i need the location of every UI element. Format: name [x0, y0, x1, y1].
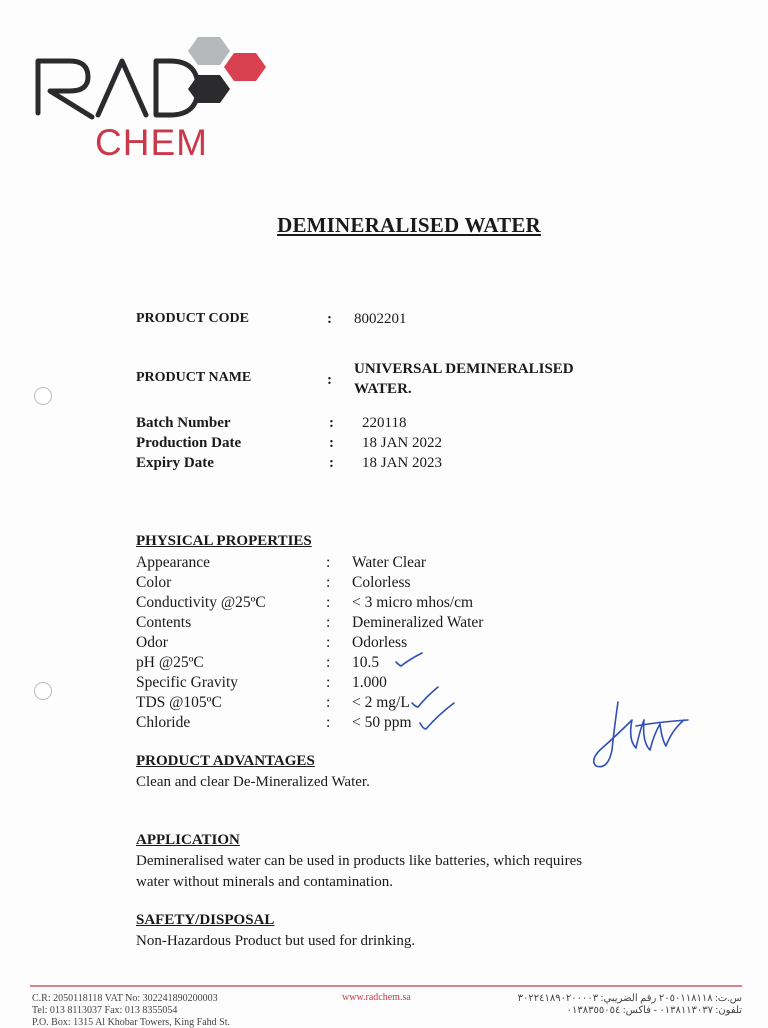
property-value: Odorless — [352, 634, 408, 651]
property-value: 1.000 — [352, 674, 387, 691]
colon: : — [326, 714, 331, 731]
hexagon-gray — [188, 37, 230, 65]
footer-cr-vat: C.R: 2050118118 VAT No: 302241890200003 — [32, 993, 218, 1004]
product-name-value-line1: UNIVERSAL DEMINERALISED — [354, 361, 574, 377]
colon: : — [327, 372, 332, 388]
footer-website-link[interactable]: www.radchem.sa — [342, 992, 411, 1003]
colon: : — [326, 614, 331, 631]
expiry-date-value: 18 JAN 2023 — [362, 455, 443, 471]
property-value: < 3 micro mhos/cm — [352, 594, 474, 611]
signature — [588, 690, 698, 775]
colon: : — [326, 554, 331, 571]
product-name-value-line2: WATER. — [354, 381, 412, 397]
footer-pobox: P.O. Box: 1315 Al Khobar Towers, King Fahd St. — [32, 1017, 231, 1028]
colon: : — [329, 435, 334, 451]
property-label: Conductivity @25ºC — [136, 594, 266, 611]
colon: : — [326, 674, 331, 691]
property-value: Water Clear — [352, 554, 427, 571]
footer-tel-fax: Tel: 013 8113037 Fax: 013 8355054 — [32, 1005, 178, 1016]
property-value: 10.5 — [352, 654, 380, 671]
product-name-label: PRODUCT NAME — [136, 370, 252, 385]
expiry-date-label: Expiry Date — [136, 455, 214, 471]
footer-divider — [30, 985, 742, 987]
colon: : — [329, 455, 334, 471]
colon: : — [329, 415, 334, 431]
colon: : — [326, 654, 331, 671]
page-title: DEMINERALISED WATER — [277, 213, 541, 237]
product-advantages-text: Clean and clear De-Mineralized Water. — [136, 774, 370, 790]
colon: : — [327, 311, 332, 327]
footer-arabic-line2: تلفون: ٠١٣٨١١٣٠٣٧ - فاكس: ٠١٣٨٣٥٥٠٥٤ — [566, 1005, 742, 1016]
property-label: pH @25ºC — [136, 654, 204, 671]
safety-disposal-text: Non-Hazardous Product but used for drinking. — [136, 933, 416, 949]
handwritten-check-marks — [390, 645, 470, 735]
property-value: Colorless — [352, 574, 411, 591]
batch-number-label: Batch Number — [136, 415, 231, 431]
property-row-appearance — [136, 553, 696, 573]
application-heading: APPLICATION — [136, 832, 240, 848]
application-text-line1: Demineralised water can be used in products like batteries, which requires — [136, 853, 583, 869]
batch-number-value: 220118 — [362, 415, 407, 431]
property-row-color — [136, 573, 696, 593]
product-code-label: PRODUCT CODE — [136, 311, 249, 326]
safety-disposal-heading: SAFETY/DISPOSAL — [136, 912, 275, 928]
footer-arabic-line1: س.ت: ٢٠٥٠١١٨١١٨ رقم الضريبي: ٣٠٢٢٤١٨٩٠٢٠٠٠٠٣ — [517, 993, 742, 1004]
logo-chem-text: CHEM — [95, 122, 208, 163]
production-date-label: Production Date — [136, 435, 242, 451]
property-label: Contents — [136, 614, 192, 631]
application-text-line2: water without minerals and contamination. — [136, 874, 394, 890]
property-value: < 50 ppm — [352, 714, 412, 731]
product-advantages-heading: PRODUCT ADVANTAGES — [136, 753, 315, 769]
property-label: TDS @105ºC — [136, 694, 222, 711]
colon: : — [326, 634, 331, 651]
colon: : — [326, 594, 331, 611]
property-label: Appearance — [136, 554, 211, 571]
property-row-contents — [136, 613, 696, 633]
property-label: Odor — [136, 634, 168, 651]
property-value: < 2 mg/L — [352, 694, 410, 711]
punch-hole — [34, 387, 52, 405]
colon: : — [326, 694, 331, 711]
property-label: Chloride — [136, 714, 191, 731]
hexagon-red — [224, 53, 266, 81]
property-row-conductivity — [136, 593, 696, 613]
property-label: Color — [136, 574, 172, 591]
physical-properties-heading: PHYSICAL PROPERTIES — [136, 533, 312, 549]
product-code-value: 8002201 — [354, 311, 407, 327]
punch-hole — [34, 682, 52, 700]
property-value: Demineralized Water — [352, 614, 484, 631]
colon: : — [326, 574, 331, 591]
property-label: Specific Gravity — [136, 674, 239, 691]
production-date-value: 18 JAN 2022 — [362, 435, 443, 451]
